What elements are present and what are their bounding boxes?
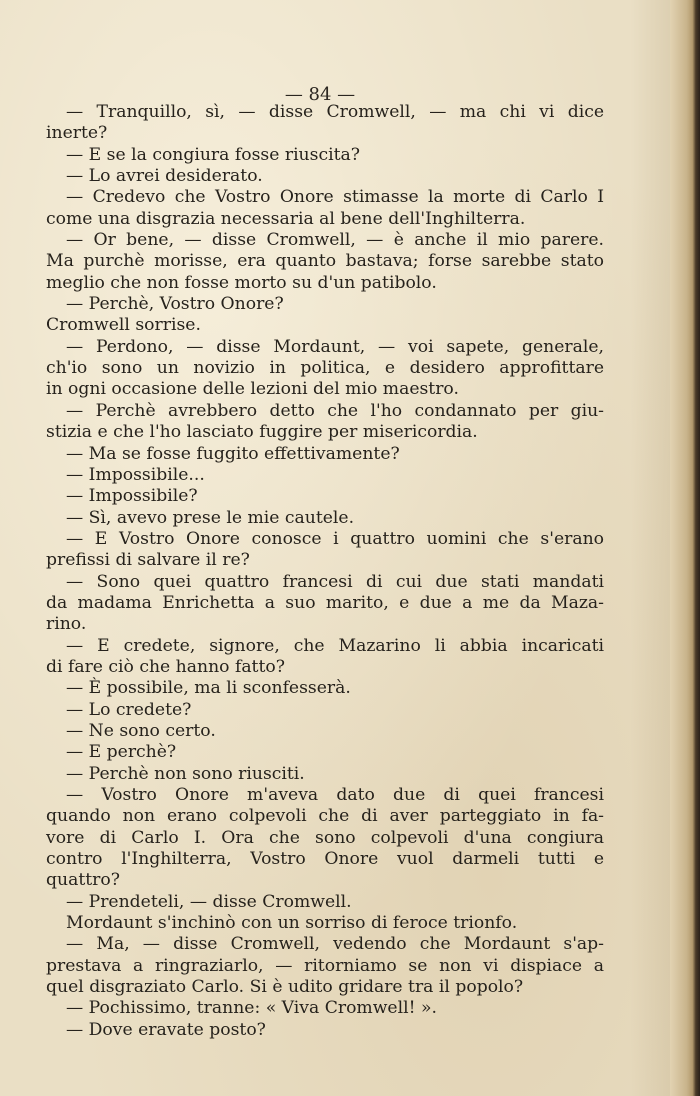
text-line: Cromwell sorrise. xyxy=(46,315,201,336)
text-line: rino. xyxy=(46,614,87,635)
text-line: — E Vostro Onore conosce i quattro uomini che s'erano xyxy=(66,528,604,549)
text-line: — Pochissimo, tranne: « Viva Cromwell! ». xyxy=(66,998,437,1019)
text-line: meglio che non fosse morto su d'un patibolo. xyxy=(46,272,437,293)
text-line: di fare ciò che hanno fatto? xyxy=(46,656,285,677)
text-line: — E perchè? xyxy=(66,742,177,763)
text-line: — Credevo che Vostro Onore stimasse la morte di Carlo I xyxy=(66,187,604,208)
text-line: in ogni occasione delle lezioni del mio maestro. xyxy=(46,379,459,400)
text-line: prestava a ringraziarlo, — ritorniamo se non vi dispiace a xyxy=(46,955,604,976)
text-line: Ma purchè morisse, era quanto bastava; forse sarebbe stato xyxy=(46,251,604,272)
text-line: contro l'Inghilterra, Vostro Onore vuol darmeli tutti e xyxy=(46,849,604,870)
text-line: da madama Enrichetta a suo marito, e due a me da Maza- xyxy=(46,592,604,613)
text-line: quando non erano colpevoli che di aver parteggiato in fa- xyxy=(46,806,604,827)
text-line: quattro? xyxy=(46,870,120,891)
text-line: — Perchè, Vostro Onore? xyxy=(66,294,284,315)
text-line: — Perdono, — disse Mordaunt, — voi sapete, generale, xyxy=(66,336,604,357)
text-line: inerte? xyxy=(46,123,108,144)
text-line: — Sono quei quattro francesi di cui due stati mandati xyxy=(66,571,604,592)
text-line: — Ne sono certo. xyxy=(66,720,216,741)
text-line: — Impossibile... xyxy=(66,464,205,485)
text-line: — Tranquillo, sì, — disse Cromwell, — ma chi vi dice xyxy=(66,102,604,122)
text-line: — Dove eravate posto? xyxy=(66,1019,266,1040)
text-line: — Sì, avevo prese le mie cautele. xyxy=(66,507,355,528)
text-line: vore di Carlo I. Ora che sono colpevoli d'una congiura xyxy=(46,827,604,848)
text-line: — Impossibile? xyxy=(66,486,198,507)
text-line: — È possibile, ma li sconfesserà. xyxy=(66,678,351,699)
text-line: — Prendeteli, — disse Cromwell. xyxy=(66,891,352,912)
text-line: come una disgrazia necessaria al bene dell'Inghilterra. xyxy=(46,208,526,229)
text-line: — Lo credete? xyxy=(66,699,192,720)
page-edge-shading xyxy=(630,0,670,1096)
text-line: — Perchè non sono riusciti. xyxy=(66,763,305,784)
text-line: — Perchè avrebbero detto che l'ho condannato per giu- xyxy=(66,400,604,421)
page-number: — 84 — xyxy=(284,84,356,105)
text-line: — E credete, signore, che Mazarino li abbia incaricati xyxy=(66,635,604,656)
text-line: — E se la congiura fosse riuscita? xyxy=(66,144,360,165)
body-text xyxy=(46,102,604,1041)
text-line: Mordaunt s'inchinò con un sorriso di feroce trionfo. xyxy=(66,913,518,934)
text-line: — Lo avrei desiderato. xyxy=(66,166,263,187)
text-line: ch'io sono un novizio in politica, e desidero approfittare xyxy=(46,358,604,379)
book-spine xyxy=(670,0,700,1096)
text-line: — Vostro Onore m'aveva dato due di quei francesi xyxy=(66,785,604,805)
text-line: — Ma, — disse Cromwell, vedendo che Mordaunt s'ap- xyxy=(66,934,604,955)
text-line: prefissi di salvare il re? xyxy=(46,550,250,571)
text-line: quel disgraziato Carlo. Si è udito gridare tra il popolo? xyxy=(46,977,524,998)
text-line: — Or bene, — disse Cromwell, — è anche il mio parere. xyxy=(66,230,604,251)
text-line: — Ma se fosse fuggito effettivamente? xyxy=(66,443,400,464)
text-line: stizia e che l'ho lasciato fuggire per misericordia. xyxy=(46,422,478,443)
